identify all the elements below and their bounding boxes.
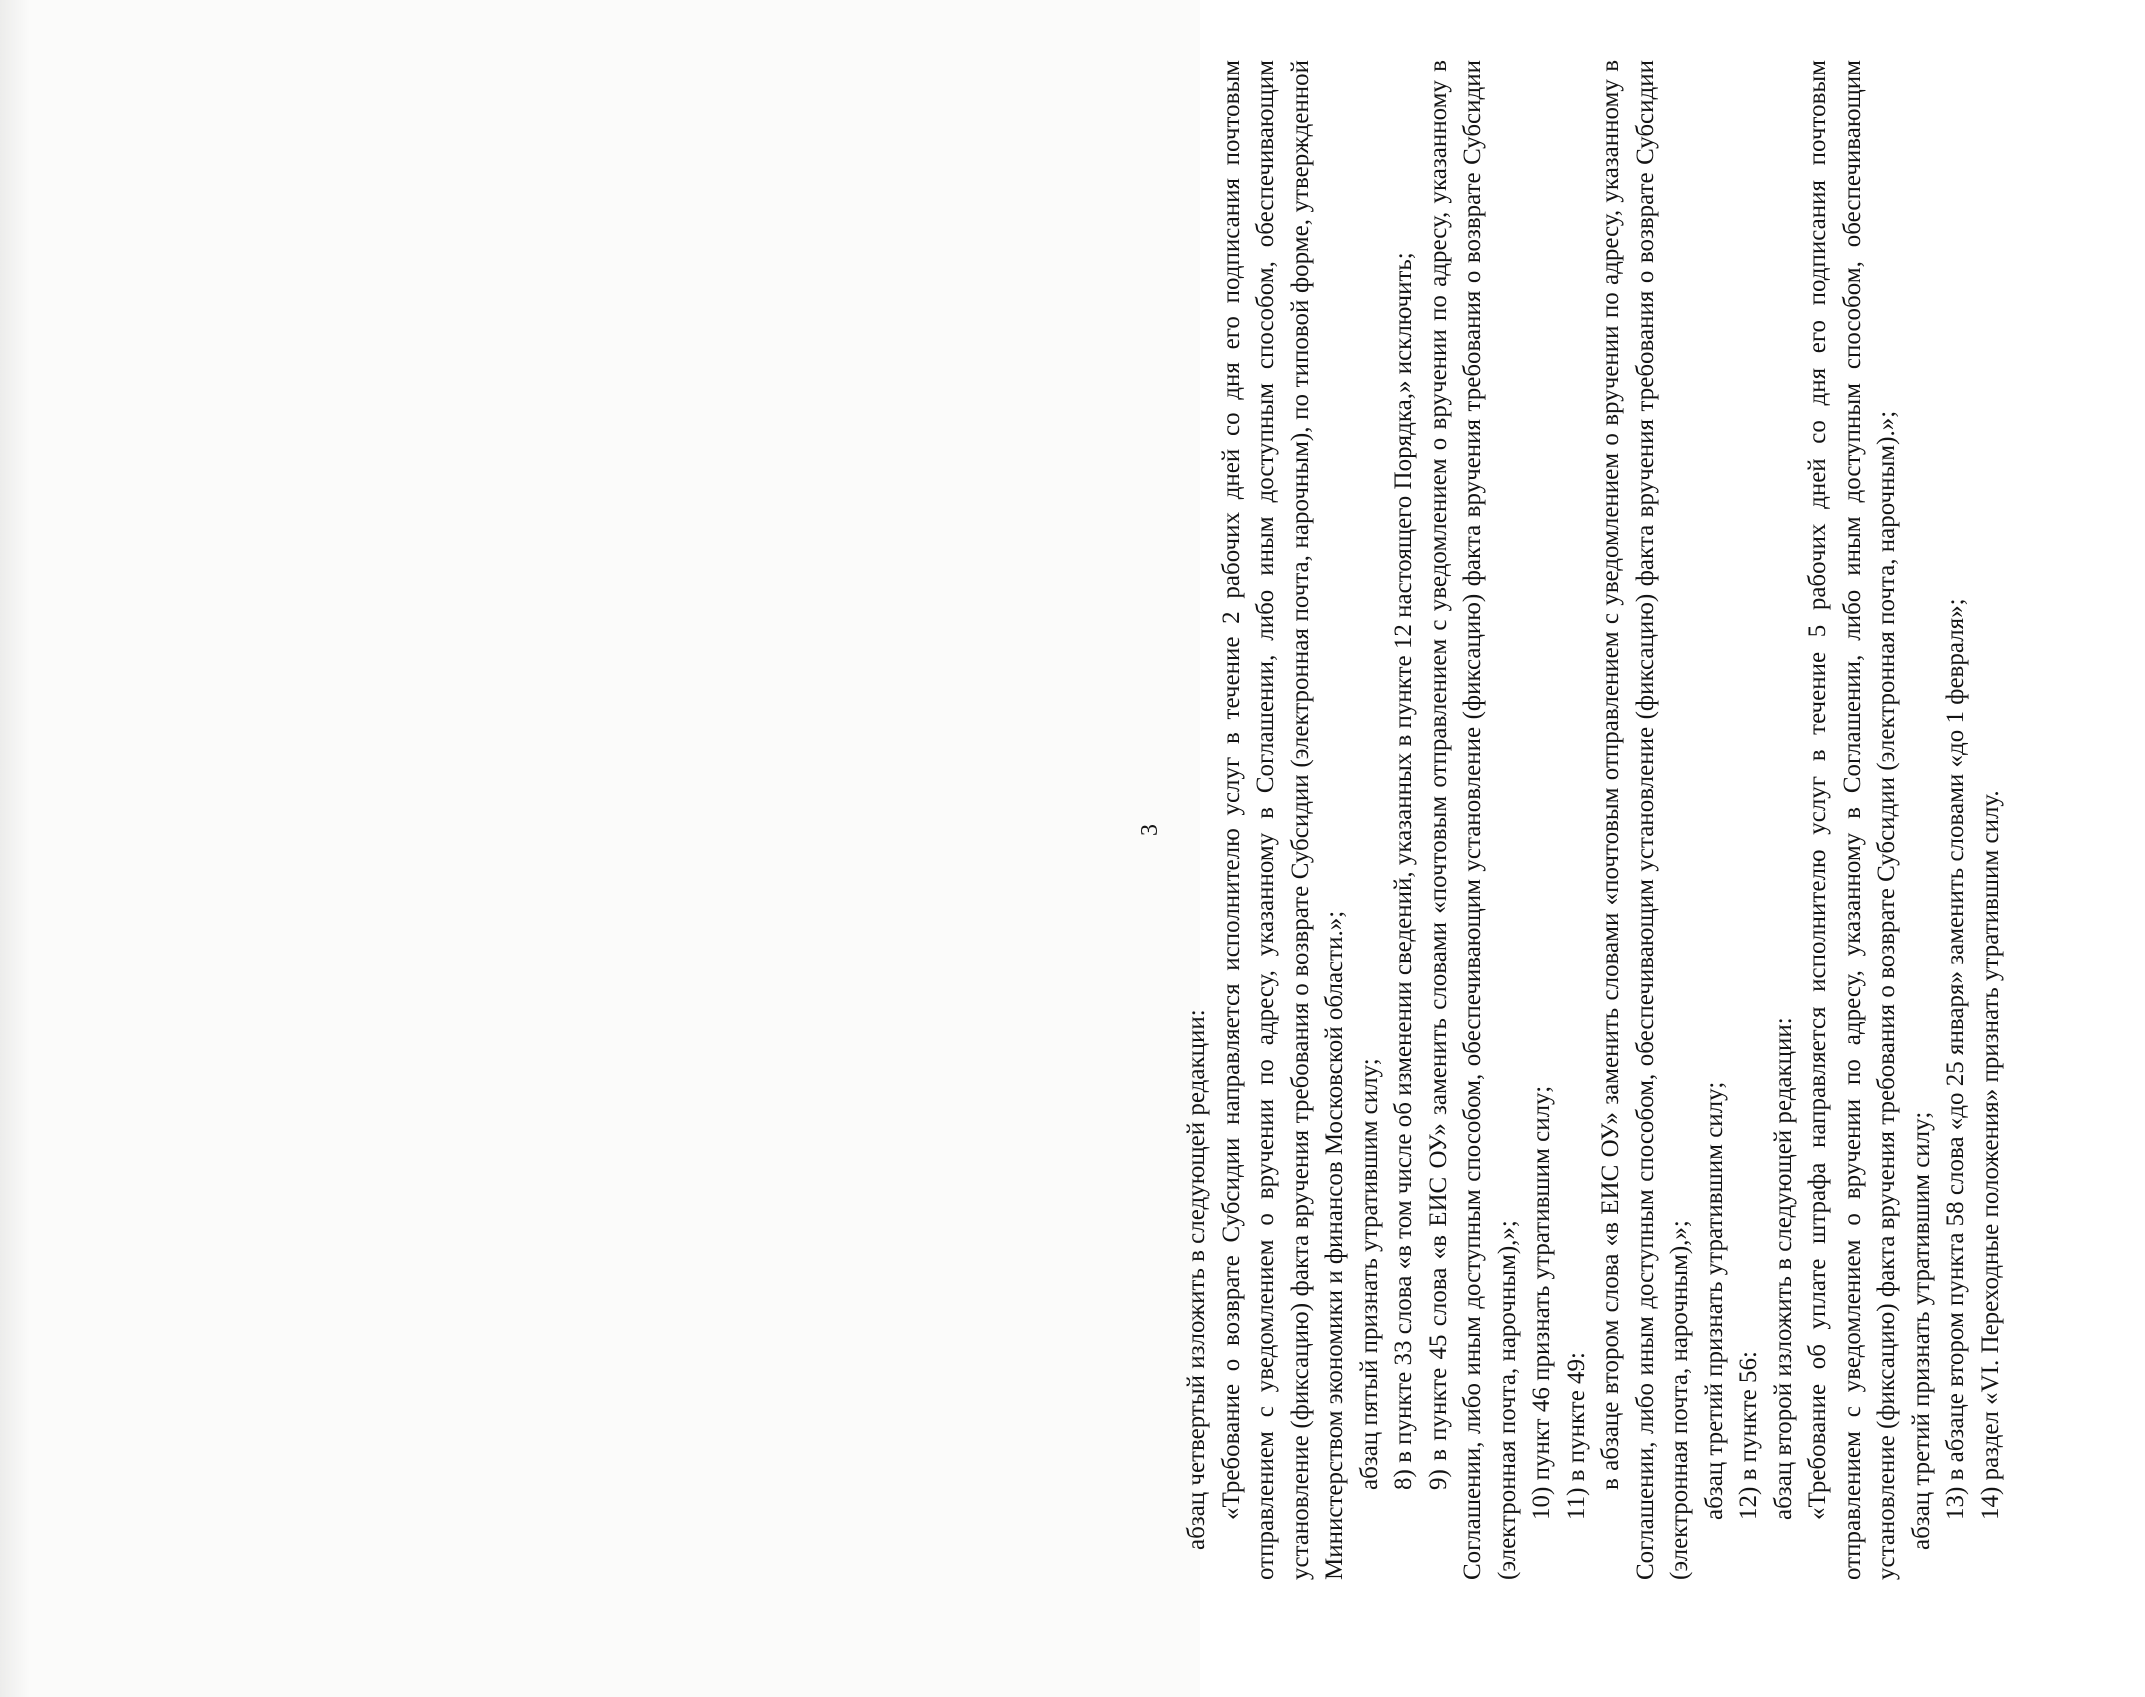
paragraph-item-12-second-abzac: абзац второй изложить в следующей редакции: xyxy=(1769,1017,1797,1520)
page-number: 3 xyxy=(1137,824,1163,836)
document-body xyxy=(1180,60,2008,1580)
paragraph-item-11-third-abzac-void: абзац третий признать утратившим силу; xyxy=(1700,1081,1728,1520)
paragraph-subsidy-return-requirement: «Требование о возврате Субсидии направляется исполнителю услуг в течение 2 рабочих дней со дня его подписания почтовым отправлением с уведомлением о вручении по адресу, указанному в Соглашении, либо иным доступным способом, обеспечивающим установление (фиксацию) факта вручения требования о возврате Субсидии (электронная почта, нарочным), по типовой форме, утвержденной Министерством экономики и финансов Московской области.»; xyxy=(1217,60,1348,1580)
paragraph-item-12-third-abzac-void: абзац третий признать утратившим силу; xyxy=(1907,1111,1935,1550)
paragraph-intro-fourth-abzac: абзац четвертый изложить в следующей редакции: xyxy=(1183,1009,1210,1550)
paragraph-item-11-second-abzac: в абзаце втором слова «в ЕИС ОУ» заменить словами «почтовым отправлением с уведомлением о вручении по адресу, указанному в Соглашении, либо иным доступным способом, обеспечивающим установление (фиксацию) факта вручения требования о возврате Субсидии (электронная почта, нарочным),»; xyxy=(1597,60,1693,1580)
paragraph-item-13: 13) в абзаце втором пункта 58 слова «до 25 января» заменить словами «до 1 февраля»; xyxy=(1942,598,1969,1520)
scan-edge-shadow xyxy=(0,0,30,1697)
paragraph-item-14: 14) раздел «VI. Переходные положения» признать утратившим силу. xyxy=(1976,790,2004,1520)
paragraph-item-10: 10) пункт 46 признать утратившим силу; xyxy=(1528,1085,1555,1520)
paragraph-item-9: 9) в пункте 45 слова «в ЕИС ОУ» заменить словами «почтовым отправлением с уведомлением о вручении по адресу, указанному в Соглашении, либо иным доступным способом, обеспечивающим установление (фиксацию) факта вручения требования о возврате Субсидии (электронная почта, нарочным),»; xyxy=(1424,60,1521,1580)
paragraph-item-11: 11) в пункте 49: xyxy=(1562,1352,1590,1520)
paragraph-item-12: 12) в пункте 56: xyxy=(1735,1351,1762,1520)
rotated-text-block xyxy=(1135,0,2145,1660)
paragraph-fine-payment-requirement: «Требование об уплате штрафа направляется исполнителю услуг в течение 5 рабочих дней со дня его подписания почтовым отправлением с уведомлением о вручении по адресу, указанному в Соглашении, либо иным доступным способом, обеспечивающим установление (фиксацию) факта вручения требования о возврате Субсидии (электронная почта, нарочным).»; xyxy=(1804,60,1900,1580)
paragraph-fifth-abzac-void: абзац пятый признать утратившим силу; xyxy=(1355,1058,1383,1490)
paragraph-item-8: 8) в пункте 33 слова «в том числе об изменении сведений, указанных в пункте 12 настоящего Порядка,» исключить; xyxy=(1390,252,1417,1490)
